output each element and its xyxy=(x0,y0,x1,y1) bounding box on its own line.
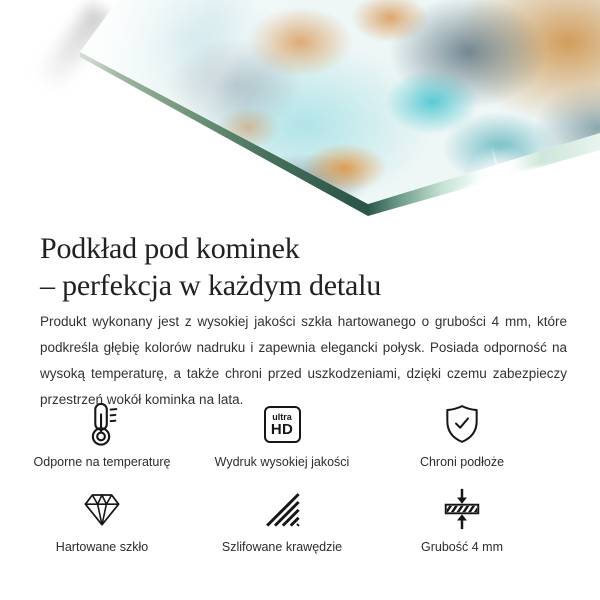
feature-polished-edges xyxy=(192,482,372,555)
feature-print-quality xyxy=(192,397,372,470)
feature-label: Wydruk wysokiej jakości xyxy=(214,455,350,469)
page-title xyxy=(40,230,381,304)
polished-edges-icon xyxy=(261,482,303,536)
feature-tempered-glass xyxy=(12,482,192,555)
feature-thickness xyxy=(372,482,552,555)
page-title-line1: Podkład pod kominek xyxy=(40,232,300,265)
product-description: Produkt wykonany jest z wysokiej jakości szkła hartowanego o grubości 4 mm, które podkreśla głębię kolorów nadruku i zapewnia elegancki połysk. Posiada odporność na wysoką temperaturę, a także chroni przed uszkodzeniami, dzięki czemu zabezpieczy przestrzeń wokół kominka na lata. xyxy=(40,314,567,407)
product-photo xyxy=(0,0,600,230)
thermometer-icon xyxy=(79,397,125,451)
feature-protects-floor xyxy=(372,397,552,470)
diamond-icon xyxy=(81,482,123,536)
page-title-line2: – perfekcja w każdym detalu xyxy=(40,269,382,302)
ultra-hd-text-bottom: HD xyxy=(270,420,294,438)
thickness-icon xyxy=(439,482,485,536)
feature-temperature-resistant xyxy=(12,397,192,470)
feature-label: Hartowane szkło xyxy=(55,540,149,554)
feature-label: Szlifowane krawędzie xyxy=(221,540,343,554)
feature-label: Grubość 4 mm xyxy=(421,540,503,554)
ultra-hd-icon xyxy=(264,397,301,451)
ultra-hd-text-top: ultra xyxy=(272,411,292,422)
feature-label: Chroni podłoże xyxy=(419,455,505,469)
shield-check-icon xyxy=(440,397,484,451)
features-grid xyxy=(12,397,552,555)
feature-label: Odporne na temperaturę xyxy=(33,455,171,469)
